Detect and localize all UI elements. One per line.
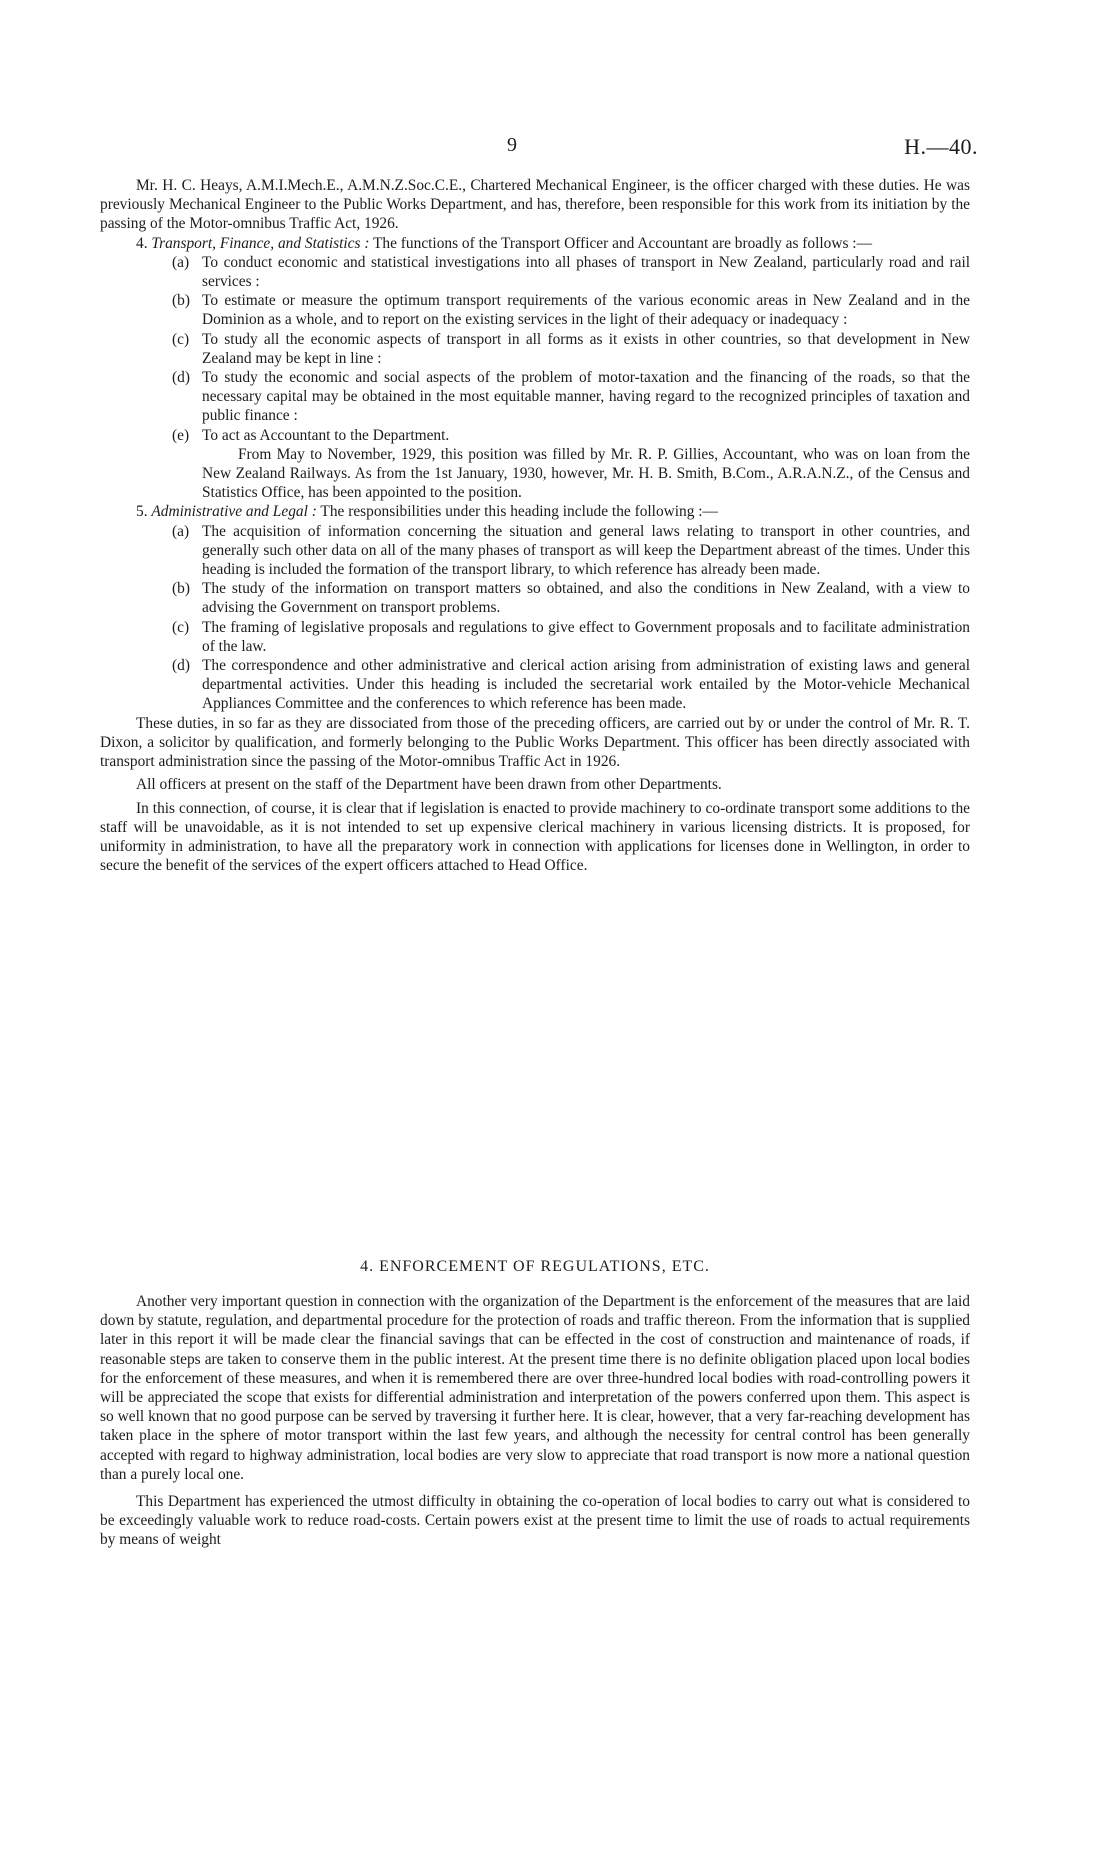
section-4-title: Transport, Finance, and Statistics : xyxy=(151,234,370,252)
list-item-text: The study of the information on transport matters so obtained, and also the conditions in New Zealand, with a view to advising the Government on transport problems. xyxy=(202,580,970,617)
list-item xyxy=(172,656,970,714)
body-text-upper xyxy=(100,176,970,875)
list-marker: (d) xyxy=(172,657,190,675)
section-5-intro-text: The responsibilities under this heading include the following :— xyxy=(320,503,718,521)
section-4-list xyxy=(172,253,970,503)
list-item-text: To act as Accountant to the Department. xyxy=(202,426,450,444)
list-item xyxy=(172,618,970,656)
list-marker: (b) xyxy=(172,580,190,598)
accountant-note: From May to November, 1929, this position was filled by Mr. R. P. Gillies, Accountant, who was on loan from the New Zealand Railways. As from the 1st January, 1930, however, Mr. H. B. Smith, B.Com., A.R.A.N.Z., of the Census and Statistics Office, has been appointed to the position. xyxy=(202,445,970,502)
section-5-list xyxy=(172,522,970,714)
list-marker: (c) xyxy=(172,330,190,348)
paragraph-enforcement: Another very important question in connection with the organization of the Department is the enforcement of the measures that are laid down by statute, regulation, and departmental procedure for the protection of roads and traffic thereon. From the information that is supplied later in this report it will be made clear the financial savings that can be effected in the cost of construction and maintenance of roads, if reasonable steps are taken to conserve them in the public interest. At the present time there is no definite obligation placed upon local bodies for the enforcement of these measures, and when it is remembered there are over three-hundred local bodies with road-controlling powers it will be appreciated the scope that exists for differential administration and interpretation of the powers conferred upon them. This aspect is so well known that no good purpose can be served by traversing it further here. It is clear, however, that a very far-reaching development has taken place in the sphere of motor transport within the last few years, and although the necessity for central control has been generally accepted with regard to highway administration, local bodies are very slow to appreciate that road transport is now more a national question than a purely local one. xyxy=(100,1293,970,1483)
list-item xyxy=(172,368,970,426)
list-item-text: To study all the economic aspects of transport in all forms as it exists in other countries, so that development in New Zealand may be kept in line : xyxy=(202,330,970,367)
list-marker: (a) xyxy=(172,522,190,540)
list-marker: (d) xyxy=(172,369,190,387)
paragraph-duties: These duties, in so far as they are dissociated from those of the preceding officers, are carried out by or under the control of Mr. R. T. Dixon, a solicitor by qualification, and formerly belonging to the Public Works Department. This officer has been directly associated with transport administration since the passing of the Motor-omnibus Traffic Act in 1926. xyxy=(100,714,970,771)
list-item-text: To conduct economic and statistical investigations into all phases of transport in New Zealand, particularly road and rail services : xyxy=(202,253,970,291)
section-5-intro xyxy=(100,502,970,521)
section-4-intro-text: The functions of the Transport Officer and Accountant are broadly as follows :— xyxy=(373,234,872,252)
paragraph-officers: All officers at present on the staff of the Department have been drawn from other Departments. xyxy=(136,776,722,794)
list-item xyxy=(172,291,970,329)
list-item-text: To study the economic and social aspects of the problem of motor-taxation and the financing of the roads, so that the necessary capital may be obtained in the most equitable manner, having regard to the recognized principles of taxation and public finance : xyxy=(202,369,970,425)
list-marker: (e) xyxy=(172,426,190,444)
document-code: H.—40. xyxy=(904,134,978,159)
section-4-number: 4. xyxy=(136,234,148,252)
list-item xyxy=(172,522,970,580)
section-heading: 4. ENFORCEMENT OF REGULATIONS, ETC. xyxy=(360,1258,710,1275)
list-item-text: The acquisition of information concerning the situation and general laws relating to transport in other countries, and generally such other data on all of the many phases of transport as will keep the Department abreast of the times. Under this heading is included the formation of the transport library, to which reference has already been made. xyxy=(202,522,970,579)
list-item xyxy=(172,426,970,445)
list-item-text: To estimate or measure the optimum transport requirements of the various economic areas in New Zealand and in the Dominion as a whole, and to report on the existing services in the light of their adequacy or inadequacy : xyxy=(202,292,970,329)
page-number: 9 xyxy=(507,134,517,156)
list-marker: (c) xyxy=(172,618,190,636)
list-item xyxy=(172,579,970,617)
paragraph-heays: Mr. H. C. Heays, A.M.I.Mech.E., A.M.N.Z.Soc.C.E., Chartered Mechanical Engineer, is the officer charged with these duties. He was previously Mechanical Engineer to the Public Works Department, and has, therefore, been responsible for this work from its initiation by the passing of the Motor-omnibus Traffic Act, 1926. xyxy=(100,177,970,233)
body-text-lower xyxy=(100,1292,970,1550)
list-marker: (a) xyxy=(172,253,190,271)
list-item-text: The correspondence and other administrative and clerical action arising from administration of existing laws and general departmental activities. Under this heading is included the secretarial work entailed by the Motor-vehicle Mechanical Appliances Committee and the conferences to which reference has been made. xyxy=(202,657,970,713)
section-5-title: Administrative and Legal : xyxy=(151,503,317,521)
section-4-intro xyxy=(100,234,970,253)
paragraph-connection: In this connection, of course, it is clear that if legislation is enacted to provide machinery to co-ordinate transport some additions to the staff will be unavoidable, as it is not intended to set up expensive clerical machinery in various licensing districts. It is proposed, for uniformity in administration, to have all the preparatory work in connection with applications for licenses done in Wellington, in order to secure the benefit of the services of the expert officers attached to Head Office. xyxy=(100,799,970,875)
section-5-number: 5. xyxy=(136,503,148,521)
list-item xyxy=(172,330,970,368)
paragraph-difficulty: This Department has experienced the utmost difficulty in obtaining the co-operation of local bodies to carry out what is considered to be exceedingly valuable work to reduce road-costs. Certain powers exist at the present time to limit the use of roads to actual requirements by means of weight xyxy=(100,1493,970,1549)
list-marker: (b) xyxy=(172,292,190,310)
list-item-text: The framing of legislative proposals and regulations to give effect to Government proposals and to facilitate administration of the law. xyxy=(202,618,970,655)
list-item xyxy=(172,253,970,291)
